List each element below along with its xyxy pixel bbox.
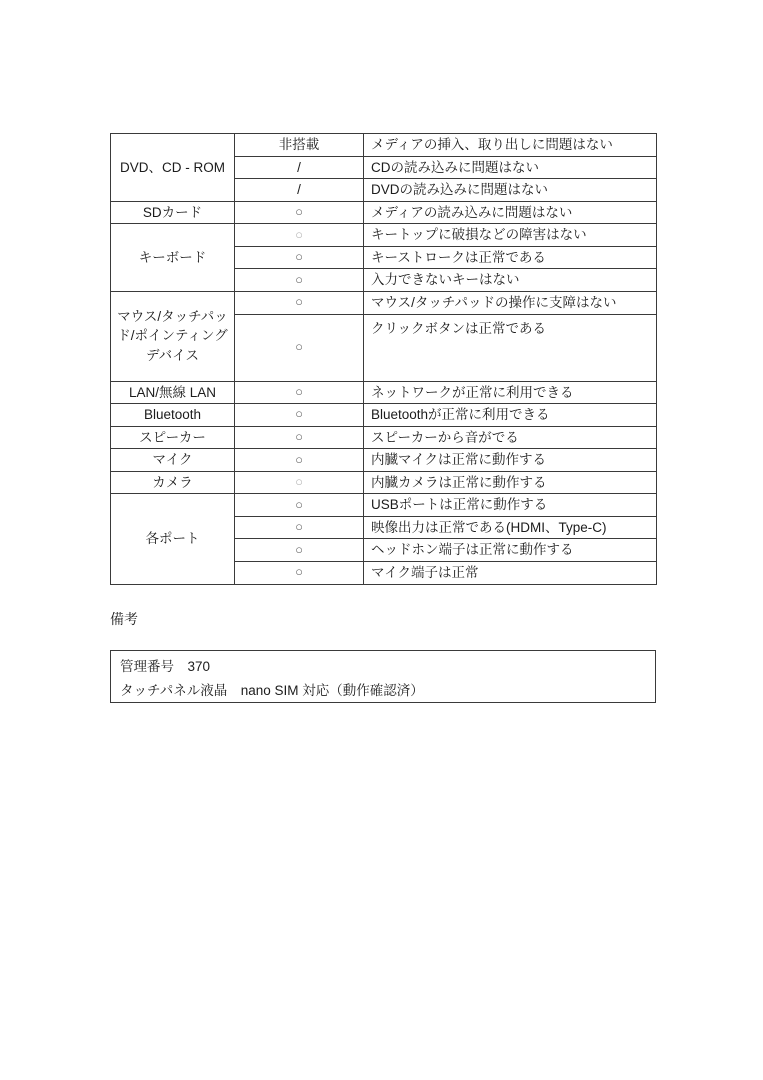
management-number-line: 管理番号 370: [120, 659, 211, 674]
status-mark-circle: ○: [235, 246, 364, 269]
status-mark-circle: ○: [235, 404, 364, 427]
device-name-cell: マウス/タッチパッド/ポインティングデバイス: [111, 291, 235, 381]
table-row: [111, 381, 657, 404]
device-name-cell: マイク: [111, 449, 235, 472]
status-mark-circle: ○: [235, 381, 364, 404]
status-mark-circle: ○: [235, 291, 364, 314]
check-description: USBポートは正常に動作する: [364, 494, 657, 517]
check-description: メディアの読み込みに問題はない: [364, 201, 657, 224]
check-description: 内臓カメラは正常に動作する: [364, 471, 657, 494]
status-mark-circle: ○: [235, 539, 364, 562]
status-mark-circle: ○: [235, 269, 364, 292]
spec-note-line: タッチパネル液晶 nano SIM 対応（動作確認済）: [120, 683, 424, 698]
status-mark-circle: ○: [235, 314, 364, 381]
device-name-cell: LAN/無線 LAN: [111, 381, 235, 404]
device-name-cell: 各ポート: [111, 494, 235, 584]
check-description: 内臓マイクは正常に動作する: [364, 449, 657, 472]
device-name-cell: スピーカー: [111, 426, 235, 449]
check-description: Bluetoothが正常に利用できる: [364, 404, 657, 427]
check-description: DVDの読み込みに問題はない: [364, 179, 657, 202]
device-name-cell: SDカード: [111, 201, 235, 224]
check-description: マウス/タッチパッドの操作に支障はない: [364, 291, 657, 314]
inspection-checklist-table: [110, 133, 656, 585]
status-mark: 非搭載: [235, 134, 364, 157]
check-description: スピーカーから音がでる: [364, 426, 657, 449]
status-mark-circle: ○: [235, 224, 364, 247]
table-row: [111, 494, 657, 517]
check-description: マイク端子は正常: [364, 562, 657, 585]
status-mark-circle: ○: [235, 562, 364, 585]
status-mark: /: [235, 179, 364, 202]
remarks-label: 備考: [110, 611, 138, 627]
table-row: [111, 291, 657, 314]
check-description: ネットワークが正常に利用できる: [364, 381, 657, 404]
check-description: CDの読み込みに問題はない: [364, 156, 657, 179]
check-description: クリックボタンは正常である: [364, 314, 657, 381]
status-mark: /: [235, 156, 364, 179]
table-row: [111, 471, 657, 494]
check-description: キーストロークは正常である: [364, 246, 657, 269]
check-description: メディアの挿入、取り出しに問題はない: [364, 134, 657, 157]
check-description: ヘッドホン端子は正常に動作する: [364, 539, 657, 562]
status-mark-circle: ○: [235, 494, 364, 517]
table-row: [111, 134, 657, 157]
notes-box: [110, 650, 656, 703]
table-row: [111, 201, 657, 224]
device-name-cell: カメラ: [111, 471, 235, 494]
table-row: [111, 224, 657, 247]
device-name-cell: DVD、CD - ROM: [111, 134, 235, 202]
status-mark-circle: ○: [235, 516, 364, 539]
table-row: [111, 426, 657, 449]
table-row: [111, 449, 657, 472]
status-mark-circle: ○: [235, 449, 364, 472]
table-row: [111, 404, 657, 427]
check-description: 映像出力は正常である(HDMI、Type-C): [364, 516, 657, 539]
device-name-cell: キーボード: [111, 224, 235, 292]
check-description: 入力できないキーはない: [364, 269, 657, 292]
status-mark-circle: ○: [235, 471, 364, 494]
status-mark-circle: ○: [235, 201, 364, 224]
device-name-cell: Bluetooth: [111, 404, 235, 427]
check-description: キートップに破損などの障害はない: [364, 224, 657, 247]
status-mark-circle: ○: [235, 426, 364, 449]
